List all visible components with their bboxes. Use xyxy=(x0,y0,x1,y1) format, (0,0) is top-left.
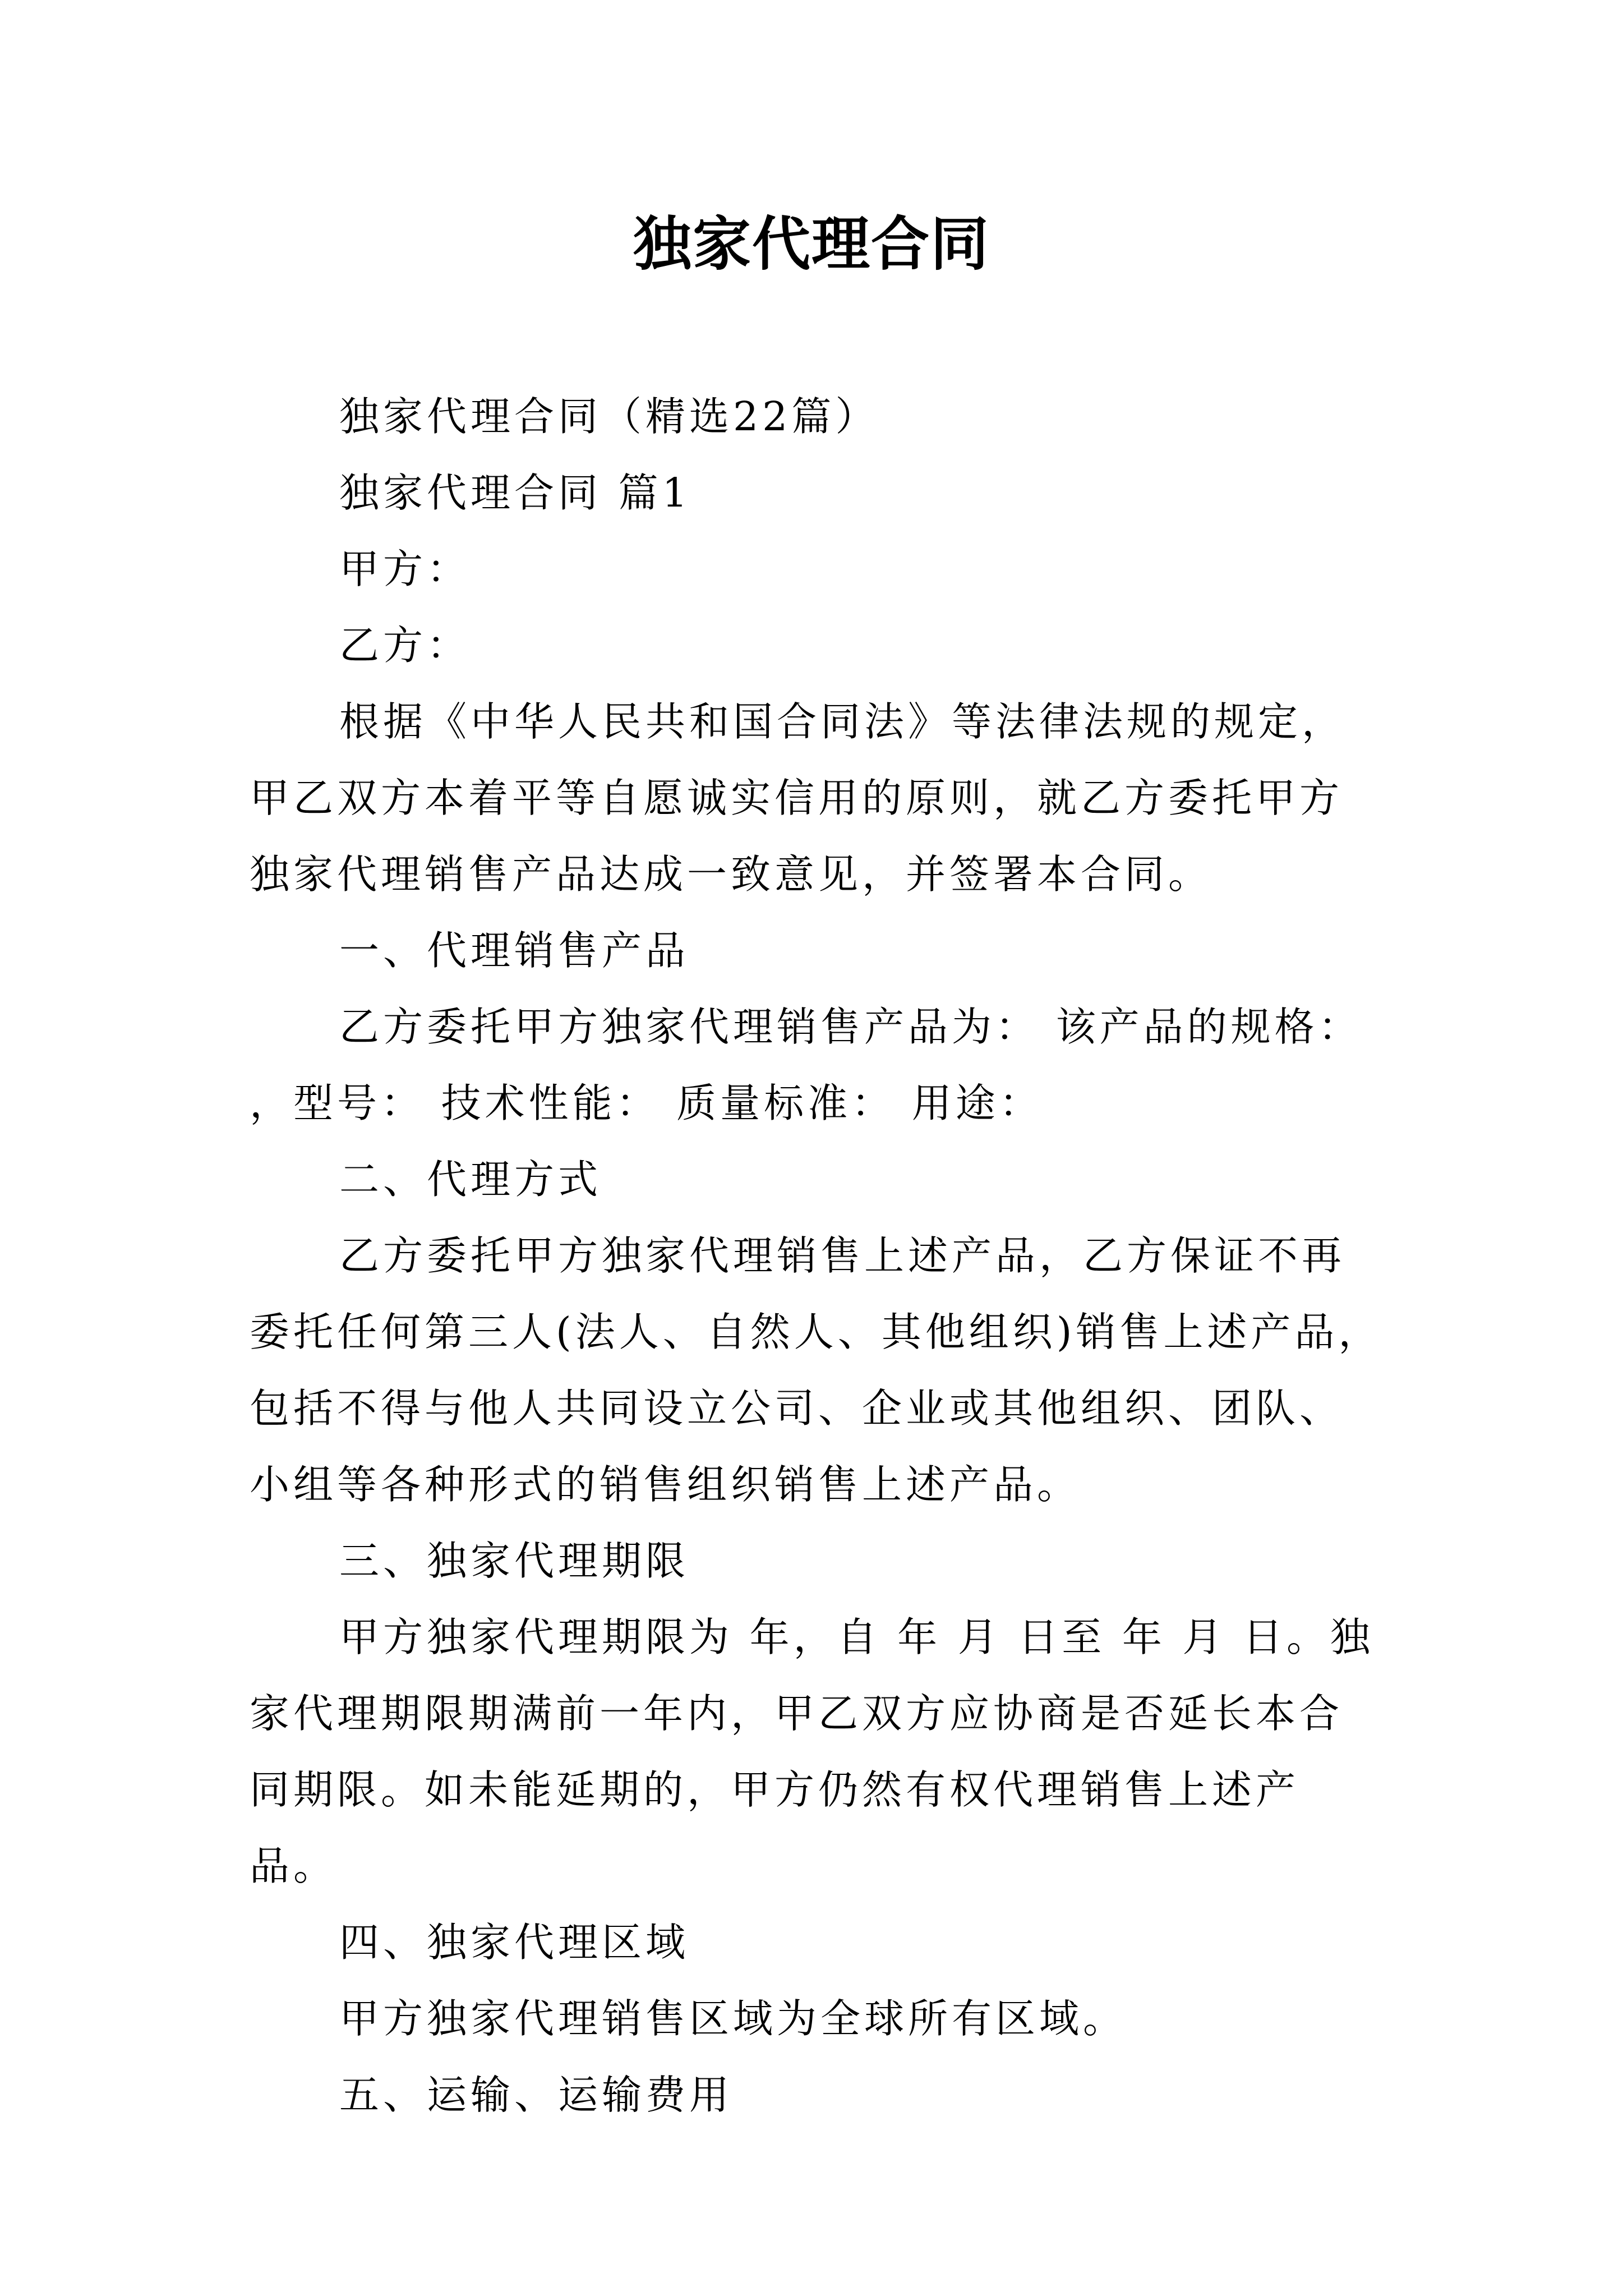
preamble-paragraph: 根据《中华人民共和国合同法》等法律法规的规定，甲乙双方本着平等自愿诚实信用的原则，就乙方委托甲方独家代理销售产品达成一致意见，并签署本合同。 xyxy=(250,698,1346,898)
clause-heading: 二、代理方式 xyxy=(339,1156,602,1203)
clause-paragraph: 乙方委托甲方独家代理销售上述产品，乙方保证不再委托任何第三人(法人、自然人、其他组织)销售上述产品，包括不得与他人共同设立公司、企业或其他组织、团队、小组等各种形式的销售组织销售上述产品。 xyxy=(250,1232,1382,1508)
subtitle-line: 独家代理合同（精选22篇） xyxy=(339,393,879,440)
clause-paragraph: 乙方委托甲方独家代理销售产品为： 该产品的规格： ，型号： 技术性能： 质量标准： 用途： xyxy=(250,1004,1362,1126)
clause-paragraph: 甲方独家代理销售区域为全球所有区域。 xyxy=(339,1995,1127,2042)
document-body xyxy=(250,379,1382,2133)
document-title: 独家代理合同 xyxy=(633,210,990,278)
clause-paragraph: 甲方独家代理期限为 年，自 年 月 日至 年 月 日。独家代理期限期满前一年内，甲乙双方应协商是否延长本合同期限。如未能延期的，甲方仍然有权代理销售上述产品。 xyxy=(250,1614,1374,1889)
party-b-line: 乙方： xyxy=(339,622,471,669)
section-heading: 独家代理合同 篇1 xyxy=(339,470,691,516)
clause-heading: 四、独家代理区域 xyxy=(339,1919,690,1966)
clause-heading: 三、独家代理期限 xyxy=(339,1538,690,1584)
clause-heading: 五、运输、运输费用 xyxy=(339,2072,734,2118)
clause-heading: 一、代理销售产品 xyxy=(339,927,690,974)
party-a-line: 甲方： xyxy=(339,546,471,592)
